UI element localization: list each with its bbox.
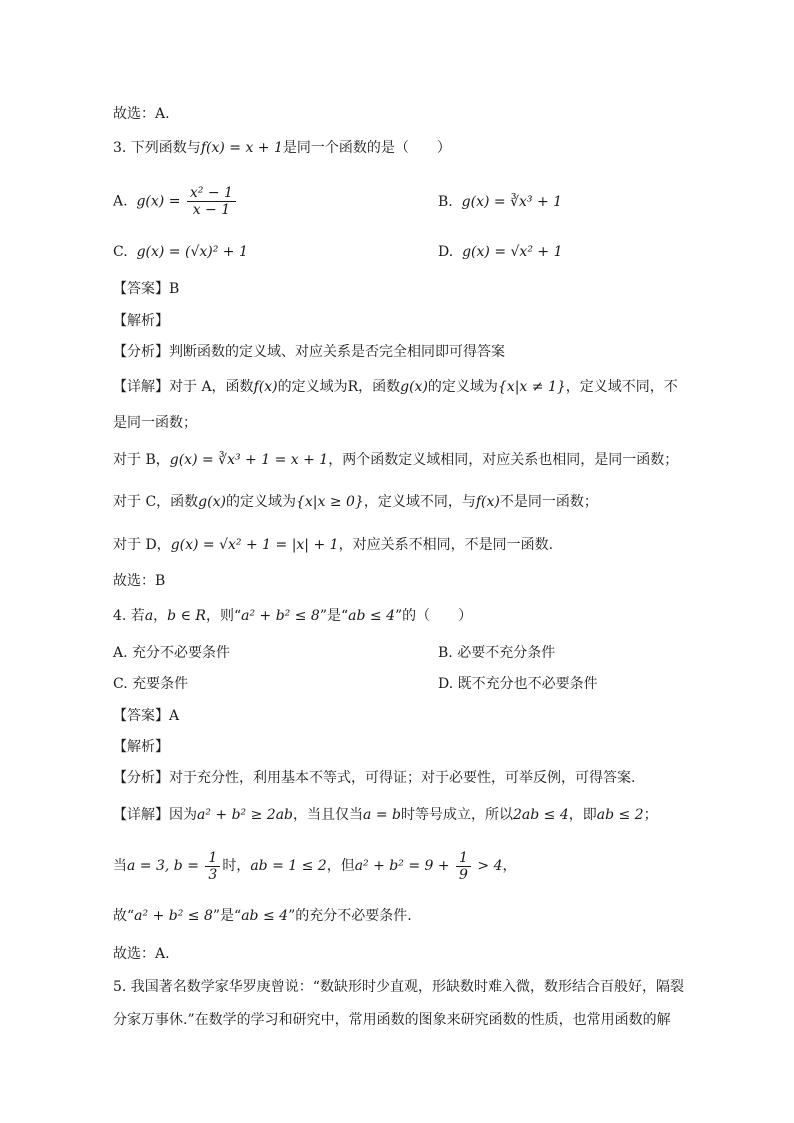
q4-detail-line-1: [113, 805, 658, 825]
q4-option-c: [113, 674, 188, 694]
q4-d1i: ；: [643, 807, 658, 823]
q3-d4g: 不是同一函数；: [499, 494, 598, 510]
q3-d5-expr: g(x) = √x² + 1 = |x| + 1: [170, 537, 339, 553]
q3-option-a-lhs: g(x) =: [136, 193, 185, 210]
q4-stem-var-b: b ∈ R: [167, 608, 206, 624]
q4-option-d-text: 既不充分也不必要条件: [457, 676, 598, 692]
q3-d1a: 对于 A，函数: [169, 379, 254, 395]
q3-d4a: 对于 C，函数: [113, 494, 199, 510]
q4-fenxi-text: 对于充分性，利用基本不等式，可得证；对于必要性，可举反例，可得答案.: [169, 770, 636, 786]
q3-conclusion: 故选：B: [113, 573, 166, 589]
q4-option-a-text: 充分不必要条件: [132, 645, 231, 661]
q4-d3a: 故“: [113, 908, 135, 924]
q3-detail-line-5: [113, 535, 553, 555]
q4-d2-fraction-third: [205, 850, 220, 883]
q4-d2-sum: a² + b² = 9 +: [354, 858, 455, 874]
q4-option-d-label: D.: [438, 676, 454, 692]
q4-d3-cond1: a² + b² ≤ 8: [134, 908, 213, 924]
q4-d1-ab: ab ≤ 2: [596, 807, 644, 823]
q3-d4e: ，定义域不同，与: [363, 494, 476, 510]
q4-stem-i: ”的（ ）: [395, 608, 473, 624]
q3-d4-gx: g(x): [198, 494, 226, 510]
q4-analysis-tag: 【解析】: [113, 739, 169, 755]
q3-option-d-label: D.: [438, 244, 454, 260]
q4-d2-values: a = 3, b =: [127, 858, 204, 874]
q4-d1e: 时等号成立，所以: [400, 807, 513, 823]
q4-d2-ninth-den: 9: [459, 866, 468, 883]
q3-detail-line-4: [113, 492, 598, 512]
q3-option-a-label: A.: [113, 193, 128, 210]
q3-stem-pre: 3. 下列函数与: [113, 140, 201, 156]
q4-option-b: [438, 643, 555, 663]
q3-d1e: ，函数: [358, 379, 401, 395]
q3-d5c: ，对应关系不相同，不是同一函数.: [338, 537, 554, 553]
q4-d1-eq: a = b: [363, 807, 401, 823]
q4-option-a: [113, 643, 230, 663]
q4-stem-c: ，: [153, 608, 168, 624]
q3-option-c-label: C.: [113, 244, 128, 260]
q3-option-d-expr: g(x) = √x² + 1: [462, 244, 563, 260]
q4-d1c: ，当且仅当: [293, 807, 364, 823]
q4-d2-third-num: 1: [205, 850, 220, 867]
q4-option-c-label: C.: [113, 676, 128, 692]
q4-stem-a: 4. 若: [113, 608, 145, 624]
q3-stem-fx: f(x) = x + 1: [200, 140, 283, 156]
q4-d2h: ，: [502, 858, 517, 874]
q4-d2-third-den: 3: [208, 866, 218, 883]
q3-d1g: 的定义域为: [427, 379, 498, 395]
q4-option-b-text: 必要不充分条件: [457, 645, 556, 661]
q3-d1-gx: g(x): [400, 379, 428, 395]
q4-d1-ineq: a² + b² ≥ 2ab: [197, 807, 294, 823]
q3-d5a: 对于 D，: [113, 537, 171, 553]
q3-option-a-den: x − 1: [192, 202, 231, 218]
q4-answer-tag: 【答案】: [113, 708, 169, 724]
q5-line-2: 分家万事休.”在数学的学习和研究中，常用函数的图象来研究函数的性质，也常用函数的解: [113, 1012, 671, 1028]
q3-option-c-expr: g(x) = (√x)² + 1: [136, 244, 248, 260]
q4-stem-g: ”是“: [319, 608, 349, 624]
q3-d1c: 的定义域为: [277, 379, 348, 395]
q3-option-b-label: B.: [438, 194, 453, 210]
q4-option-c-text: 充要条件: [132, 676, 189, 692]
q3-option-a-num: x² − 1: [187, 185, 236, 202]
q4-detail-tag: 【详解】: [113, 807, 169, 823]
q4-d2-fraction-ninth: [456, 850, 471, 883]
q4-d2-gt: > 4: [472, 858, 503, 874]
q4-answer: [113, 706, 179, 726]
q4-option-d: [438, 674, 598, 694]
q3-option-b-expr: g(x) = ∛x³ + 1: [461, 194, 563, 210]
q3-d4c: 的定义域为: [225, 494, 296, 510]
q4-fenxi: [113, 768, 635, 788]
q4-fenxi-tag: 【分析】: [113, 770, 169, 786]
q3-detail-line-1: [113, 377, 678, 397]
q3-analysis-tag: 【解析】: [113, 313, 169, 329]
q4-d1a: 因为: [169, 807, 197, 823]
q3-d4-domain: {x|x ≥ 0}: [295, 494, 364, 510]
q3-answer: [113, 279, 179, 299]
q3-option-a-fraction: [187, 185, 236, 218]
q4-stem-var-a: a: [144, 608, 154, 624]
q3-stem-post: 是同一个函数的是（ ）: [282, 140, 451, 156]
q4-d2-ninth-num: 1: [456, 850, 471, 867]
q3-option-d: [438, 242, 562, 262]
q3-detail-line-2: 是同一函数；: [113, 415, 197, 431]
q3-d3a: 对于 B，: [113, 452, 170, 468]
q4-stem-cond1: a² + b² ≤ 8: [241, 608, 320, 624]
q4-d1g: ，即: [568, 807, 597, 823]
q3-d1-fx: f(x): [253, 379, 278, 395]
q3-fenxi: [113, 342, 505, 362]
q3-d4-fx: f(x): [475, 494, 500, 510]
q3-detail-line-3: [113, 450, 678, 470]
q3-option-b: [438, 192, 562, 212]
q3-option-a: [113, 185, 238, 218]
q3-d3c: ，两个函数定义域相同，对应关系也相同，是同一函数；: [328, 452, 679, 468]
q4-conclusion: 故选：A.: [113, 946, 170, 962]
q3-d1-domain: {x|x ≠ 1}: [497, 379, 566, 395]
q4-d2-ab: ab = 1 ≤ 2: [250, 858, 327, 874]
q4-d3-cond2: ab ≤ 4: [241, 908, 289, 924]
q4-detail-line-3: [113, 906, 412, 926]
q3-option-c: [113, 242, 248, 262]
q4-d3e: ”的充分不必要条件.: [288, 908, 412, 924]
q3-d3-expr: g(x) = ∛x³ + 1 = x + 1: [169, 452, 329, 468]
q3-fenxi-text: 判断函数的定义域、对应关系是否完全相同即可得答案: [169, 344, 505, 360]
q3-stem: [113, 138, 451, 158]
q3-answer-tag: 【答案】: [113, 281, 169, 297]
conclusion-prev: 故选：A.: [113, 106, 170, 122]
q4-detail-line-2: [113, 847, 517, 885]
q4-d2e: ，但: [326, 858, 355, 874]
q4-stem-e: ，则“: [205, 608, 242, 624]
q3-answer-value: B: [169, 281, 180, 297]
q4-d1-2ab: 2ab ≤ 4: [512, 807, 569, 823]
q3-fenxi-tag: 【分析】: [113, 344, 169, 360]
q4-d2a: 当: [113, 858, 127, 874]
q4-stem-cond2: ab ≤ 4: [348, 608, 396, 624]
q4-answer-value: A: [169, 708, 180, 724]
q4-option-a-label: A.: [113, 645, 128, 661]
q5-line-1: 5. 我国著名数学家华罗庚曾说：“数缺形时少直观，形缺数时难入微，数形结合百般好，隔裂: [113, 979, 684, 995]
q3-d1i: ，定义域不同，不: [565, 379, 678, 395]
q4-option-b-label: B.: [438, 645, 453, 661]
q3-d1-R: R: [347, 379, 359, 395]
q3-detail-tag: 【详解】: [113, 379, 169, 395]
q4-stem: [113, 606, 472, 626]
q4-d3c: ”是“: [212, 908, 242, 924]
q4-d2c: 时，: [222, 858, 251, 874]
